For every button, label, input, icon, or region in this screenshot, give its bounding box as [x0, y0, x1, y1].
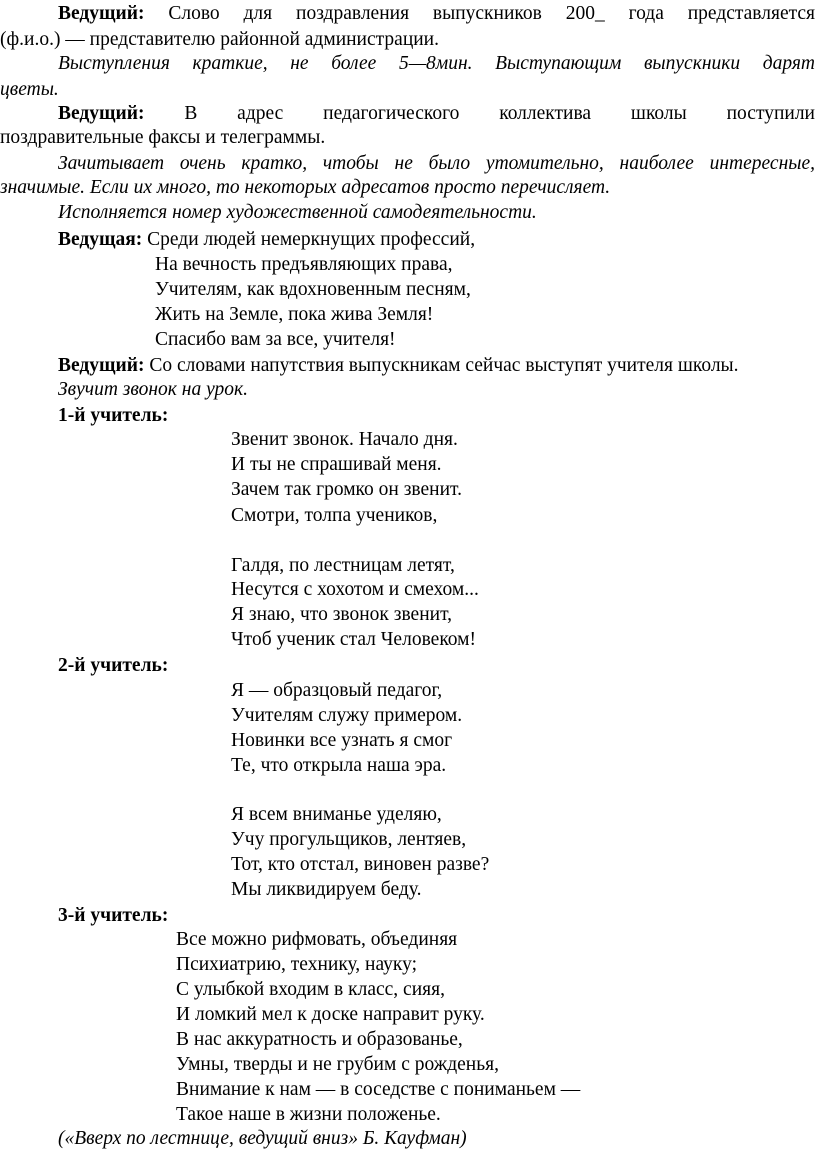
speaker-label: Ведущая:	[58, 229, 143, 250]
verse-line: Чтоб ученик стал Человеком!	[231, 629, 477, 650]
paragraph-line: Ведущая: Среди людей немеркнущих профессий,	[58, 229, 476, 250]
speaker-label: Ведущий:	[58, 3, 145, 24]
verse-line: Галдя, по лестницам летят,	[231, 555, 455, 576]
speaker-label: 3-й учитель:	[58, 905, 169, 926]
verse-line: Те, что открыла наша эра.	[231, 755, 447, 776]
verse-line: Жить на Земле, пока жива Земля!	[155, 304, 434, 325]
speaker-label: Ведущий:	[58, 103, 145, 124]
verse-line: Я — образцовый педагог,	[231, 680, 443, 701]
speaker-label: 2-й учитель:	[58, 655, 169, 676]
stage-direction: Исполняется номер художественной самодеятельности.	[58, 202, 537, 223]
paragraph-line: Ведущий: Слово для поздравления выпускников 200_ года представляется	[58, 3, 815, 24]
stage-direction: значимые. Если их много, то некоторых адресатов просто перечисляет.	[0, 177, 611, 198]
verse-line: Такое наше в жизни положенье.	[176, 1104, 441, 1125]
verse-line: Несутся с хохотом и смехом...	[231, 579, 479, 600]
verse-line: Внимание к нам — в соседстве с пониманьем —	[176, 1079, 581, 1100]
paragraph-line: Ведущий: Со словами напутствия выпускникам сейчас выступят учителя школы.	[58, 355, 739, 376]
verse-line: Все можно рифмовать, объединяя	[176, 929, 458, 950]
verse-line: Смотри, толпа учеников,	[231, 505, 438, 526]
stage-direction: Звучит звонок на урок.	[58, 379, 248, 400]
verse-line: И ты не спрашивай меня.	[231, 454, 442, 475]
verse-line: И ломкий мел к доске направит руку.	[176, 1004, 485, 1025]
verse-line: Мы ликвидируем беду.	[231, 879, 422, 900]
paragraph-line: поздравительные факсы и телеграммы.	[0, 127, 326, 148]
stage-direction: Выступления краткие, не более 5—8мин. Выступающим выпускники дарят	[58, 53, 815, 74]
stage-direction: Зачитывает очень кратко, чтобы не было утомительно, наиболее интересные,	[58, 153, 815, 174]
verse-line: Учителям, как вдохновенным песням,	[155, 279, 471, 300]
verse-line: Умны, тверды и не грубим с рожденья,	[176, 1054, 499, 1075]
verse-line: Я знаю, что звонок звенит,	[231, 604, 453, 625]
verse-line: Я всем вниманье уделяю,	[231, 804, 442, 825]
source-attribution: («Вверх по лестнице, ведущий вниз» Б. Кауфман)	[58, 1128, 467, 1149]
verse-line: С улыбкой входим в класс, сияя,	[176, 979, 445, 1000]
verse-line: Психиатрию, технику, науку;	[176, 954, 418, 975]
verse-line: Спасибо вам за все, учителя!	[155, 329, 396, 350]
verse-line: Учу прогульщиков, лентяев,	[231, 829, 467, 850]
speaker-label: 1-й учитель:	[58, 405, 169, 426]
verse-line: На вечность предъявляющих права,	[155, 254, 453, 275]
speaker-label: Ведущий:	[58, 355, 145, 376]
verse-line: В нас аккуратность и образованье,	[176, 1029, 463, 1050]
verse-line: Новинки все узнать я смог	[231, 730, 453, 751]
verse-line: Тот, кто отстал, виновен разве?	[231, 854, 490, 875]
verse-line: Зачем так громко он звенит.	[231, 479, 462, 500]
paragraph-line: Ведущий: В адрес педагогического коллектива школы поступили	[58, 103, 815, 124]
paragraph-line: (ф.и.о.) — представителю районной администрации.	[0, 29, 439, 50]
stage-direction: цветы.	[0, 79, 59, 100]
verse-line: Учителям служу примером.	[231, 705, 463, 726]
verse-line: Звенит звонок. Начало дня.	[231, 429, 458, 450]
